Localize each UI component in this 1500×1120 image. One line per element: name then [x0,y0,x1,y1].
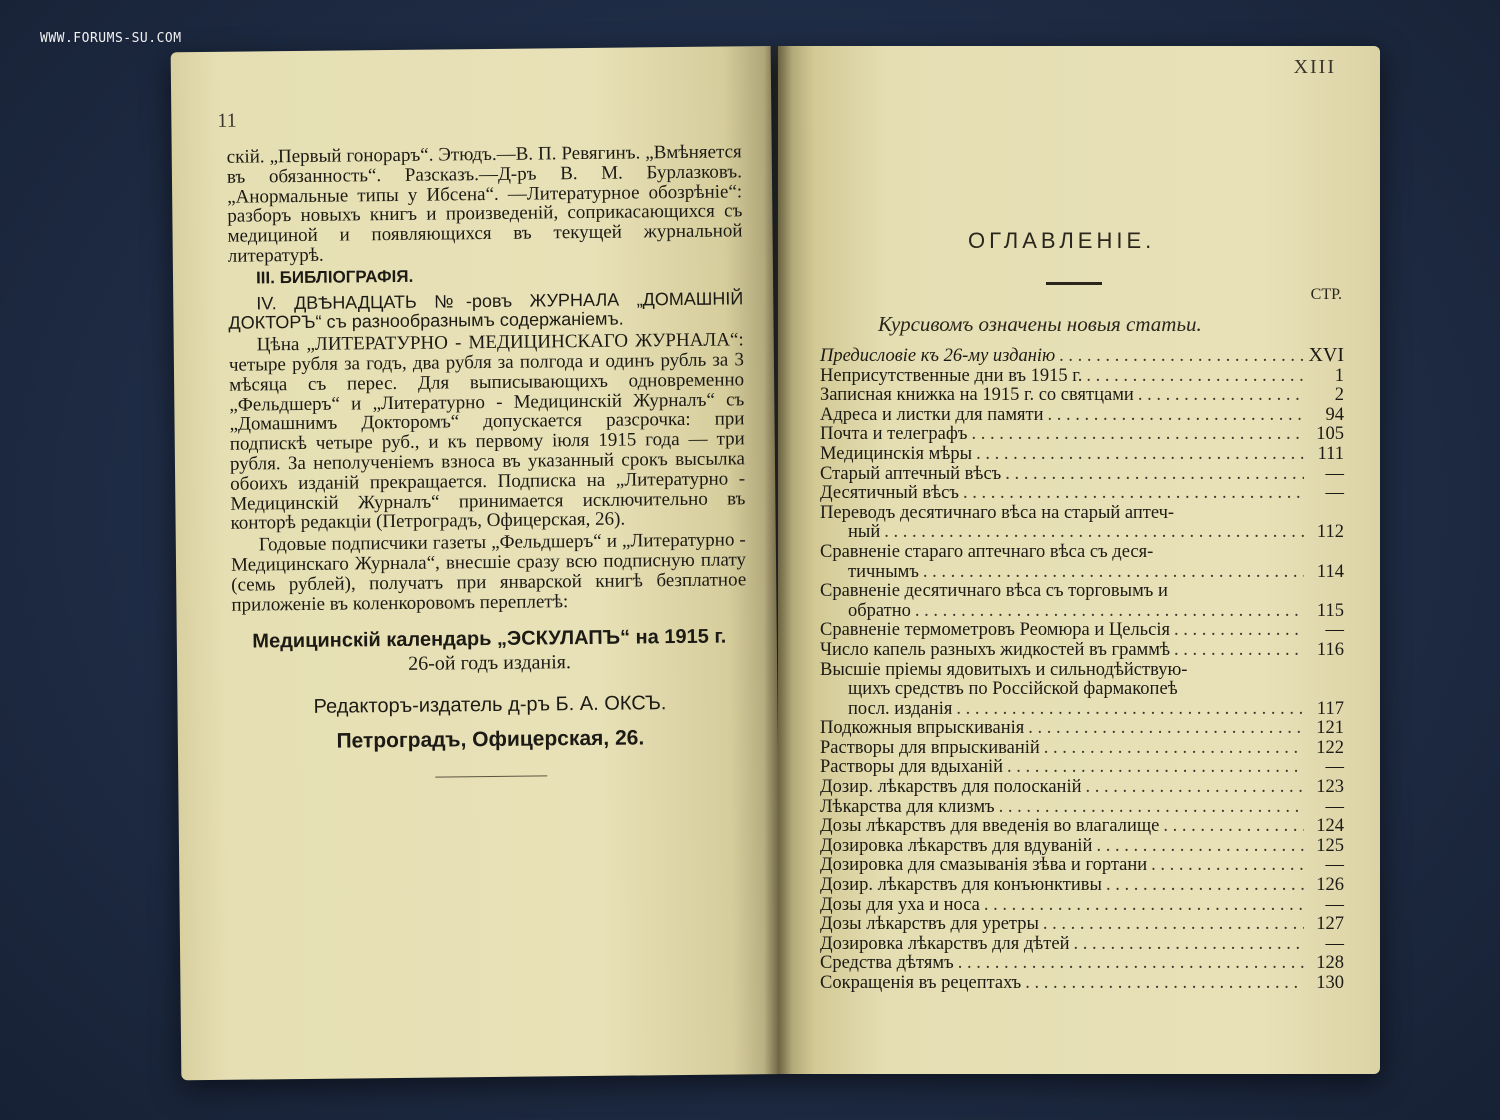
address-line: Петроградъ, Офицерская, 26. [336,726,645,753]
italic-note: Курсивомъ означены новыя статьи. [878,312,1202,336]
toc-entry-page: 115 [1316,600,1344,621]
toc-entry-page: 122 [1316,737,1344,758]
toc-row [820,504,1344,524]
section-home-doctor: IV. ДВѢНАДЦАТЬ №-ровъ ЖУРНАЛА „ДОМАШНІЙ ДОКТОРЪ“ съ разнообразнымъ содержаніемъ. [228,287,744,334]
toc-row [820,523,1344,543]
toc-row [820,346,1344,367]
toc-leader-dots [884,523,1304,543]
toc-entry-page: — [1325,463,1344,484]
toc-entry-title: щихъ средствъ по Россійской фармакопеѣ [848,679,1178,700]
toc-entry-title: Растворы для впрыскиваній [820,737,1040,758]
calendar-block [232,625,749,780]
page-column-header: СТР. [1310,286,1342,303]
right-page-number: XIII [1293,56,1336,78]
toc-leader-dots [1085,778,1304,798]
toc-row [820,758,1344,778]
book-gutter [764,46,792,1074]
toc-row [820,465,1344,485]
toc-entry-page: 112 [1316,522,1344,543]
toc-row [820,837,1344,857]
toc-entry-title: Высшіе пріемы ядовитыхъ и сильнодѣйствую- [820,659,1188,680]
toc-entry-title: Старый аптечный вѣсъ [820,463,1002,484]
calendar-title: Медицинскій календарь „ЭСКУЛАПЪ“ на 1915 г. [252,625,727,653]
toc-entry-title: Медицинскія мѣры [820,443,973,464]
paragraph-contents-continued: скій. „Первый гонораръ“. Этюдъ.—В. П. Ревягинъ. „Вмѣняется въ обязанность“. Разсказъ.—Д-ръ В. М. Бурлазковъ. „Анормальные типы у Ибсена“. —Литературное обозрѣніе“: разборъ новыхъ книгъ и произведеній, соприкасающихся съ медициной и появляющихся въ текущей журнальной литературѣ. [226,141,743,267]
toc-entry-title: Сокращенія въ рецептахъ [820,973,1022,993]
toc-entry-page: 2 [1334,385,1344,406]
toc-entry-title: обратно [848,600,911,621]
toc-entry-page: 126 [1316,875,1344,896]
toc-row [820,425,1344,445]
left-page-number: 11 [217,109,237,132]
toc-leader-dots [1174,621,1304,641]
toc-entry-page: 116 [1316,639,1344,660]
toc-entry-page: 111 [1317,443,1344,464]
toc-entry-title: Дозы лѣкарствъ для уретры [820,914,1039,935]
toc-leader-dots [1096,837,1304,857]
toc-leader-dots [1025,974,1304,994]
toc-entry-title: ный [848,522,881,543]
toc-leader-dots [1005,465,1304,485]
toc-entry-page: 114 [1316,561,1344,582]
toc-leader-dots [1106,876,1304,896]
toc-entry-title: Лѣкарства для клизмъ [820,796,995,817]
toc-entry-title: Адреса и листки для памяти [820,404,1044,425]
paragraph-subscribers: Годовые подписчики газеты „Фельдшеръ“ и „Литературно - Медицинскаго Журнала“, внесшіе сразу всю подписную плату (семь рублей), получатъ при январской книгѣ безплатное приложеніе въ коленкоровомъ переплетѣ: [230,529,747,616]
toc-entry-title: Сравненіе стараго аптечнаго вѣса съ деся- [820,541,1154,562]
toc-leader-dots [915,602,1304,622]
toc-entry-page: 94 [1325,404,1344,425]
toc-row [820,680,1344,700]
toc-row [820,817,1344,837]
toc-leader-dots [923,563,1304,583]
toc-leader-dots [956,700,1304,720]
open-book [176,46,1380,1074]
toc-entry-page: 130 [1316,973,1344,993]
toc-leader-dots [1044,739,1304,759]
toc-entry-page: 117 [1316,698,1344,719]
toc-entry-page: — [1325,894,1344,915]
toc-leader-dots [1163,817,1304,837]
toc-leader-dots [1138,386,1304,406]
toc-entry-title: Дозировка лѣкарствъ для вдуваній [820,835,1093,856]
toc-entry-page: 105 [1316,424,1344,445]
toc-entry-title: посл. изданія [848,698,953,719]
toc-row [820,406,1344,426]
toc-leader-dots [1059,347,1304,367]
toc-leader-dots [1086,367,1304,387]
toc-entry-page: — [1325,933,1344,954]
toc-entry-title: Число капель разныхъ жидкостей въ граммѣ [820,639,1171,660]
table-of-contents [820,346,1344,994]
editor-line: Редакторъ-издатель д-ръ Б. А. ОКСЪ. [313,692,667,718]
toc-row [820,798,1344,818]
toc-entry-page: 125 [1316,835,1344,856]
toc-leader-dots [1043,915,1304,935]
toc-entry-title: Средства дѣтямъ [820,953,954,974]
toc-row [820,935,1344,955]
toc-row [820,582,1344,602]
toc-entry-title: Дозировка для смазыванія зѣва и гортани [820,855,1148,876]
toc-leader-dots [1048,406,1304,426]
toc-leader-dots [976,445,1304,465]
toc-row [820,778,1344,798]
toc-row [820,719,1344,739]
toc-entry-page: — [1325,620,1344,641]
toc-row [820,641,1344,661]
toc-leader-dots [1007,758,1304,778]
toc-entry-title: Почта и телеграфъ [820,424,968,445]
toc-entry-title: Предисловіе къ 26-му изданію [820,346,1056,366]
toc-entry-title: Дозировка лѣкарствъ для дѣтей [820,933,1070,954]
toc-leader-dots [958,954,1304,974]
paragraph-price: Цѣна „ЛИТЕРАТУРНО - МЕДИЦИНСКАГО ЖУРНАЛА“: четыре рубля за годъ, два рубля за полгода и одинъ рубль за 3 мѣсяца съ перес. Для выписывающихъ одновременно „Фельдшеръ“ и „Литературно - Медицинскій Журналъ“ съ „Домашнимъ Докторомъ“ допускается разсрочка: при подпискѣ четыре руб., и къ первому іюля 1915 года — три рубля. За неполученіемъ взноса въ указанный срокъ высылка обоихъ изданій прекращается. Подписка на „Литературно - Медицинскій Журналъ“ принимается исключительно въ конторѣ редакціи (Петроградъ, Офицерская, 26). [228,329,746,535]
toc-row [820,543,1344,563]
toc-row [820,661,1344,681]
toc-entry-title: Сравненіе термометровъ Реомюра и Цельсія [820,620,1170,641]
toc-entry-page: 121 [1316,718,1344,739]
right-page [778,46,1380,1074]
toc-row [820,563,1344,583]
toc-entry-title: Дозы лѣкарствъ для введенія во влагалище [820,816,1160,837]
calendar-year: 26-ой годъ изданія. [408,651,572,675]
toc-leader-dots [1074,935,1305,955]
toc-row [820,700,1344,720]
toc-leader-dots [999,798,1304,818]
toc-entry-title: Дозир. лѣкарствъ для полосканій [820,777,1082,798]
toc-row [820,445,1344,465]
toc-row [820,621,1344,641]
toc-leader-dots [963,484,1304,504]
section-bibliography: III. БИБЛІОГРАФІЯ. [255,266,414,288]
toc-entry-title: Подкожныя впрыскиванія [820,718,1025,739]
toc-entry-title: Дозир. лѣкарствъ для конъюнктивы [820,875,1102,896]
toc-entry-title: Растворы для вдыханій [820,757,1004,778]
toc-row [820,954,1344,974]
toc-row [820,856,1344,876]
toc-leader-dots [1028,719,1304,739]
toc-entry-page: 123 [1316,777,1344,798]
toc-leader-dots [1151,856,1304,876]
toc-entry-page: 127 [1316,914,1344,935]
toc-leader-dots [1174,641,1304,661]
toc-row [820,739,1344,759]
toc-row [820,876,1344,896]
toc-entry-title: Переводъ десятичнаго вѣса на старый аптеч- [820,502,1175,523]
toc-entry-page: — [1325,757,1344,778]
toc-row [820,386,1344,406]
toc-entry-page: XVI [1308,344,1344,366]
toc-leader-dots [984,896,1304,916]
toc-entry-page: — [1325,483,1344,504]
left-page-text [227,142,749,779]
toc-title: ОГЛАВЛЕНІЕ. [968,228,1156,253]
toc-entry-title: Неприсутственные дни въ 1915 г. [820,365,1083,386]
toc-entry-page: 1 [1334,365,1344,386]
toc-row [820,896,1344,916]
toc-row [820,915,1344,935]
left-page [171,46,782,1080]
toc-title-rule [1046,282,1102,285]
toc-entry-title: тичнымъ [848,561,919,582]
toc-leader-dots [971,425,1304,445]
toc-entry-page: — [1325,855,1344,876]
toc-row [820,367,1344,387]
toc-row [820,484,1344,504]
toc-row [820,974,1344,994]
toc-entry-title: Дозы для уха и носа [820,894,980,915]
divider-rule [435,775,547,777]
toc-entry-title: Десятичный вѣсъ [820,483,959,504]
toc-row [820,602,1344,622]
watermark-text: WWW.FORUMS-SU.COM [40,31,182,46]
toc-entry-page: 128 [1316,953,1344,974]
toc-entry-title: Записная книжка на 1915 г. со святцами [820,385,1134,406]
toc-entry-page: — [1325,796,1344,817]
toc-entry-page: 124 [1316,816,1344,837]
toc-entry-title: Сравненіе десятичнаго вѣса съ торговымъ и [820,581,1168,602]
